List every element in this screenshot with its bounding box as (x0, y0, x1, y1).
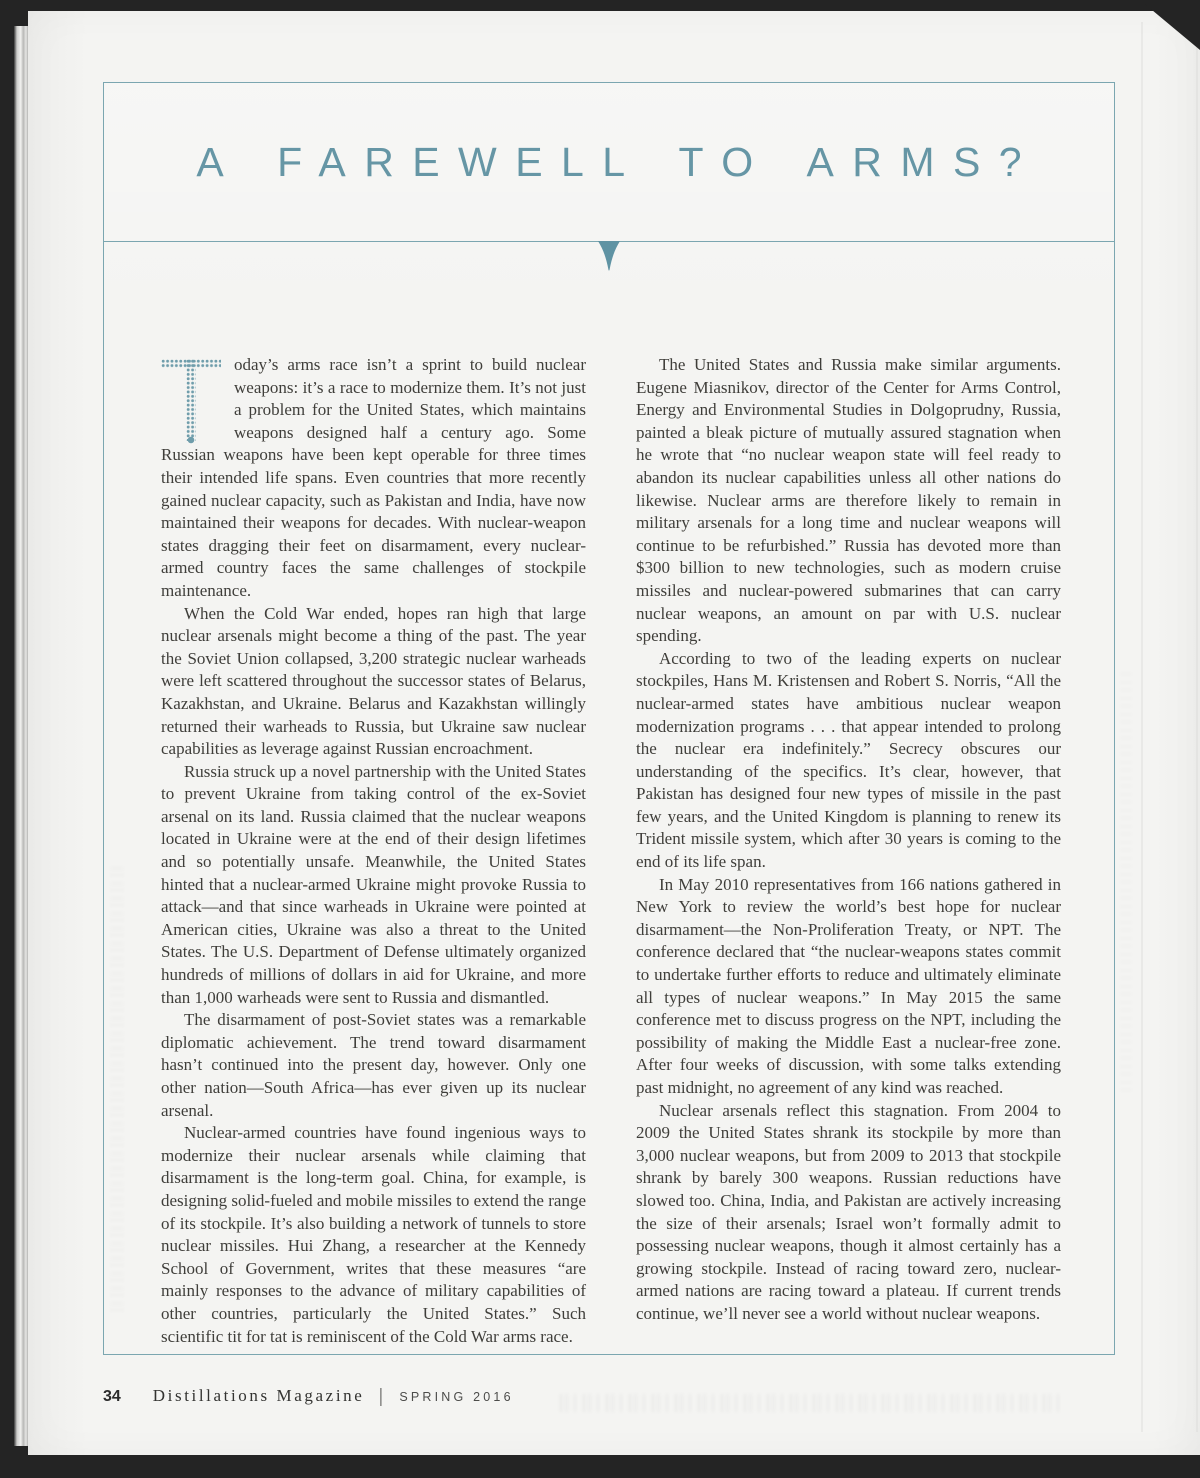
paragraph: The disarmament of post-Soviet states was a remarkable diplomatic achievement. The trend toward disarmament hasn’t continued into the present day, however. Only one other nation—South Africa—has ever given up its nuclear arsenal. (161, 1010, 586, 1120)
left-column (161, 354, 586, 1348)
drop-cap-stem (186, 359, 196, 441)
magazine-page (28, 11, 1200, 1455)
paragraph: Nuclear-armed countries have found ingenious ways to modernize their nuclear arsenals while claiming that disarmament is the long-term goal. China, for example, is designing solid-fueled and mobile missiles to extend the range of its stockpile. It’s also building a network of tunnels to store nuclear missiles. Hui Zhang, a researcher at the Kennedy School of Government, writes that these measures “are mainly responses to the advance of military capabilities of other countries, particularly the United States.” Such scientific tit for tat is reminiscent of the Cold War arms race. (161, 1123, 586, 1346)
paragraph-text: oday’s arms race isn’t a sprint to build nuclear weapons: it’s a race to modernize them. It’s not just a problem for the United States, which maintains weapons designed half a century ago. Some Russian weapons have been kept operable for three times their intended life spans. Even countries that more recently gained nuclear capacity, such as Pakistan and India, have now maintained their weapons for decades. With nuclear-weapon states dragging their feet on disarmament, every nuclear-armed country faces the same challenges of stockpile maintenance. (161, 355, 586, 600)
paragraph: According to two of the leading experts on nuclear stockpiles, Hans M. Kristensen and Robert S. Norris, “All the nuclear-armed states have ambitious nuclear weapon modernization programs . . . that appear intended to prolong the nuclear era indefinitely.” Secrecy obscures our understanding of the specifics. It’s clear, however, that Pakistan has designed four new types of missile in the past few years, and the United Kingdom is planning to renew its Trident missile system, which after 30 years is coming to the end of its life span. (636, 648, 1061, 872)
paragraph: The United States and Russia make similar arguments. Eugene Miasnikov, director of the Center for Arms Control, Energy and Environmental Studies in Dolgoprudny, Russia, painted a bleak picture of mutually assured stagnation when he wrote that “no nuclear weapon state will feel ready to abandon its nuclear capabilities unless all other nations do likewise. Nuclear arms are therefore likely to remain in military arsenals for a long time and nuclear weapons will continue to be refurbished.” Russia has devoted more than $300 billion to new technologies, such as modern cruise missiles and nuclear-powered submarines that can carry nuclear weapons, an amount on par with U.S. nuclear spending. (636, 355, 1061, 646)
article-masthead (104, 83, 1114, 242)
footer-divider: | (378, 1386, 384, 1407)
paragraph (161, 354, 586, 603)
article-body (161, 354, 1061, 1348)
page-crease (1196, 22, 1198, 1432)
right-column (636, 354, 1061, 1348)
article-border-frame (103, 82, 1115, 1355)
page-number: 34 (103, 1388, 121, 1405)
magazine-name: Distillations Magazine (152, 1386, 365, 1405)
page-footer (103, 1385, 514, 1407)
paragraph: When the Cold War ended, hopes ran high that large nuclear arsenals might become a thing of the past. The year the Soviet Union collapsed, 3,200 strategic nuclear warheads were left scattered throughout the successor states of Belarus, Kazakhstan, and Ukraine. Belarus and Kazakhstan willingly returned their warheads to Russia, but Ukraine saw nuclear capabilities as leverage against Russian encroachment. (161, 603, 586, 759)
bleedthrough-artifact (560, 1394, 1060, 1412)
paragraph: In May 2010 representatives from 166 nations gathered in New York to review the world’s best hope for nuclear disarmament—the Non-Proliferation Treaty, or NPT. The conference declared that “the nuclear-weapons states commit to undertake further efforts to reduce and ultimately eliminate all types of nuclear weapons.” In May 2015 the same conference met to discuss progress on the NPT, including the possibility of making the Middle East a nuclear-free zone. After four weeks of discussion, with some talks extending past midnight, no agreement of any kind was reached. (636, 874, 1061, 1097)
drop-cap-T (161, 359, 221, 441)
down-arrow-marker-icon (598, 241, 620, 271)
page-stack-edges (14, 26, 29, 1446)
paragraph: Russia struck up a novel partnership with the United States to prevent Ukraine from taking control of the ex-Soviet arsenal on its land. Russia claimed that the nuclear weapons located in Ukraine were at the end of their design lifetimes and so potentially unsafe. Meanwhile, the United States hinted that a nuclear-armed Ukraine might provoke Russia to attack—and that since warheads in Ukraine were pointed at American cities, Ukraine was also a threat to the United States. The U.S. Department of Defense ultimately organized hundreds of millions of dollars in aid for Ukraine, and more than 1,000 warheads were sent to Russia and dismantled. (161, 761, 586, 1007)
bleedthrough-artifact (1120, 671, 1132, 1091)
page-crease (1141, 22, 1143, 1432)
issue-label: SPRING 2016 (399, 1390, 514, 1404)
article-title: A FAREWELL TO ARMS? (196, 138, 1041, 185)
paragraph: Nuclear arsenals reflect this stagnation. From 2004 to 2009 the United States shrank its stockpile by more than 3,000 nuclear weapons, but from 2009 to 2013 that stockpile shrank by barely 300 weapons. Russian reductions have slowed too. China, India, and Pakistan are actively increasing the size of their arsenals; Israel won’t formally admit to possessing nuclear weapons, though it almost certainly has a growing stockpile. Instead of racing toward zero, nuclear-armed nations are racing toward a plateau. If current trends continue, we’ll never see a world without nuclear weapons. (636, 1100, 1061, 1323)
